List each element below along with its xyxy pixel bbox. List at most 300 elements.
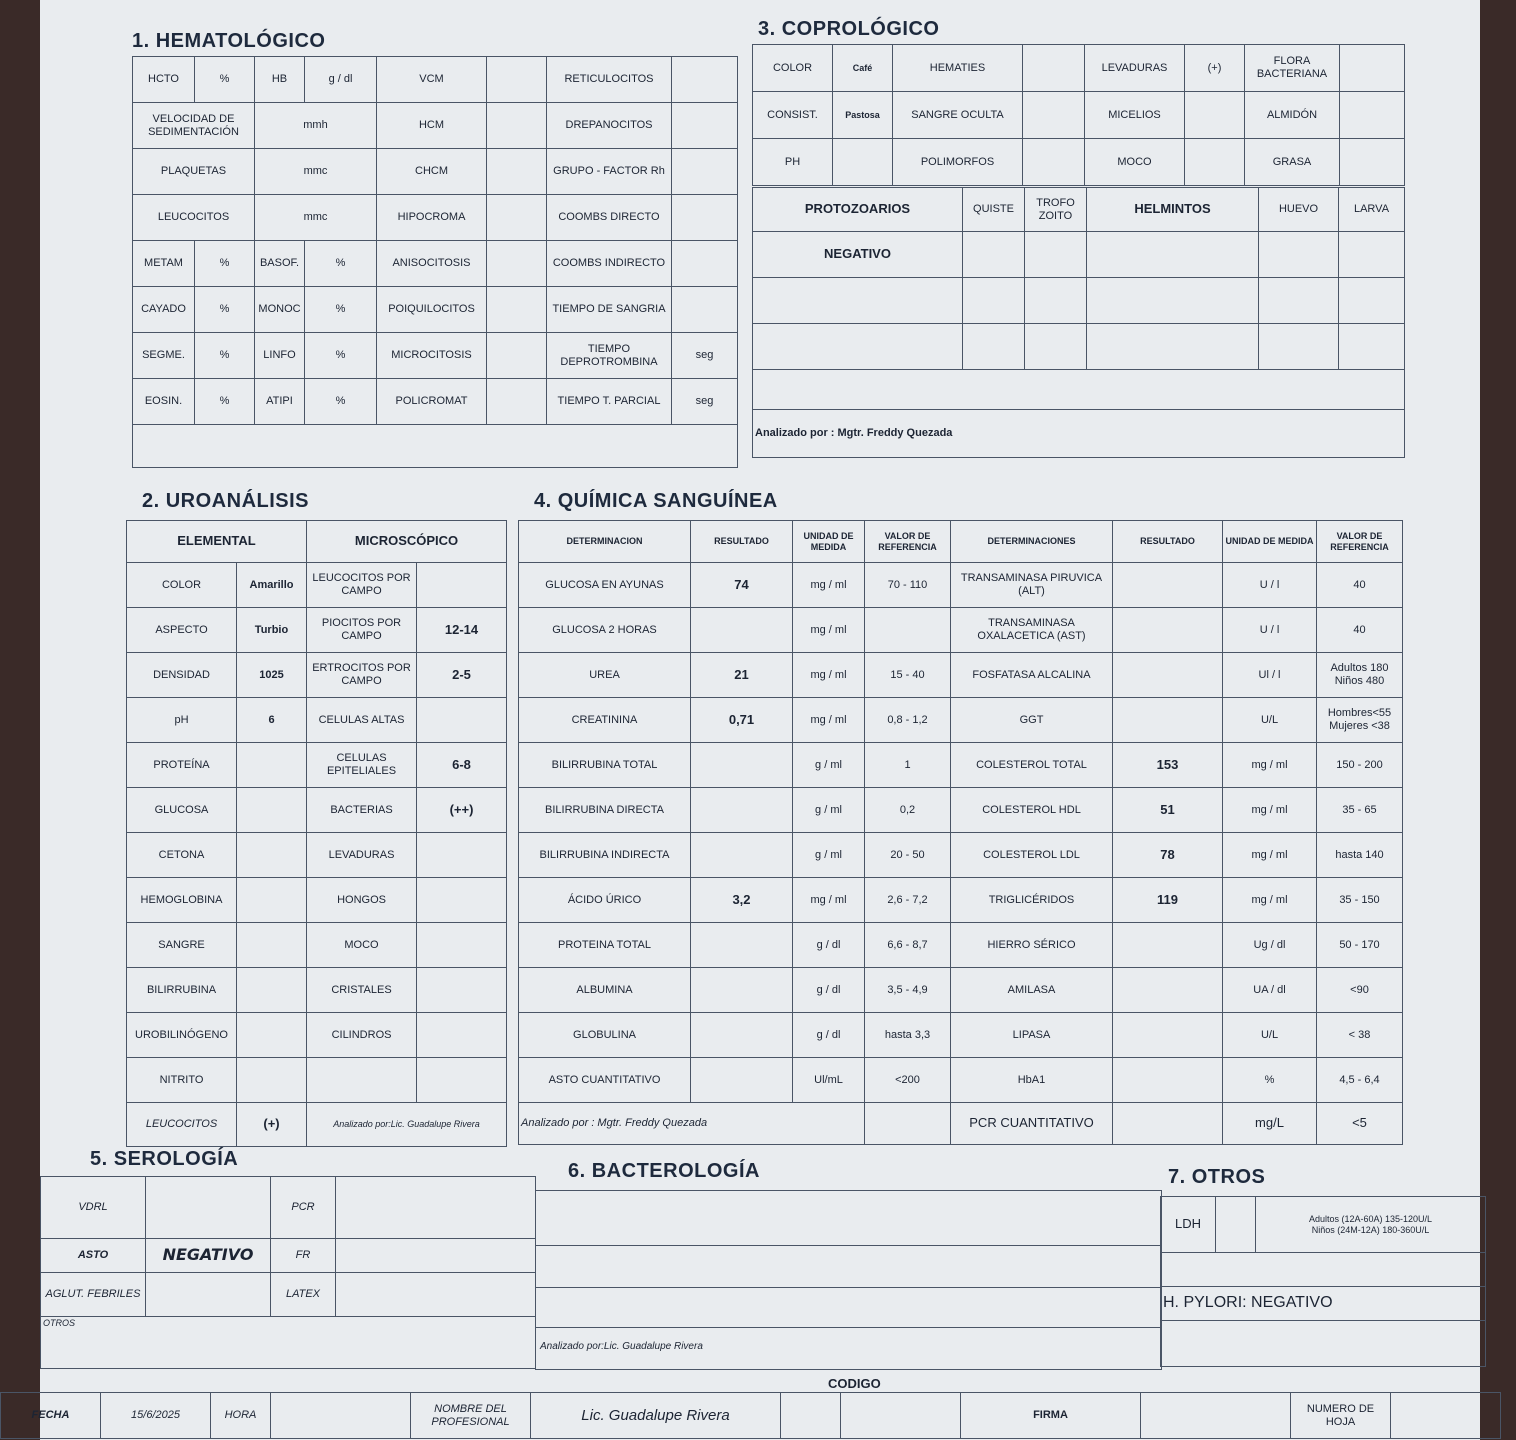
hema-label: RETICULOCITOS [547,57,672,103]
uro-row [127,878,507,923]
hema-value: seg [672,333,738,379]
pcr-ref: <5 [1317,1103,1403,1145]
copro-value [1185,92,1245,139]
quim-result [691,608,793,653]
hema-value [487,379,547,425]
quim-reference: 2,6 - 7,2 [865,878,951,923]
fecha-label: FECHA [1,1393,101,1439]
uro-elemental-label: GLUCOSA [127,788,237,833]
quim-reference [865,608,951,653]
hema-label: TIEMPO T. PARCIAL [547,379,672,425]
quim-determination: PROTEINA TOTAL [519,923,691,968]
ldh-ref-adults: Adultos (12A-60A) 135-120U/L [1308,1214,1433,1225]
quim-header: VALOR DE REFERENCIA [865,521,951,563]
uro-elemental-label: ASPECTO [127,608,237,653]
quim-reference: 35 - 150 [1317,878,1403,923]
quim-unit: g / ml [793,833,865,878]
copro-label: HEMATIES [893,45,1023,92]
pcr-unit: mg/L [1223,1103,1317,1145]
hema-label: MONOC [255,287,305,333]
uro-micro-value: (++) [417,788,507,833]
uro-elemental-value [237,833,307,878]
quim-unit: g / ml [793,743,865,788]
hema-label: BASOF. [255,241,305,287]
hema-label: HB [255,57,305,103]
quim-result [1113,923,1223,968]
quim-reference: 150 - 200 [1317,743,1403,788]
quim-result [691,1013,793,1058]
firma-label: FIRMA [961,1393,1141,1439]
quim-result: 21 [691,653,793,698]
quim-determination: BILIRRUBINA INDIRECTA [519,833,691,878]
copro-label: POLIMORFOS [893,139,1023,186]
latex-label: LATEX [271,1273,336,1317]
copro-value: Café [833,45,893,92]
copro-label: GRASA [1245,139,1340,186]
quim-result [691,743,793,788]
uro-elemental-label: pH [127,698,237,743]
quim-reference: 15 - 40 [865,653,951,698]
quim-result: 51 [1113,788,1223,833]
uro-elemental-value [237,923,307,968]
quim-unit: mg / ml [793,608,865,653]
hema-label: MICROCITOSIS [377,333,487,379]
uro-elemental-value: Turbio [237,608,307,653]
quim-unit: U / l [1223,608,1317,653]
uro-row [127,788,507,833]
quim-unit: mg / ml [793,698,865,743]
hema-row [133,103,738,149]
quim-determination: COLESTEROL HDL [951,788,1113,833]
quim-reference: < 38 [1317,1013,1403,1058]
quim-determination: HbA1 [951,1058,1113,1103]
quim-header: RESULTADO [1113,521,1223,563]
uro-elemental-label: UROBILINÓGENO [127,1013,237,1058]
hema-value: seg [672,379,738,425]
pcr-label: PCR CUANTITATIVO [951,1103,1113,1145]
quim-unit: U / l [1223,563,1317,608]
protozoarios-header: PROTOZOARIOS [753,188,963,232]
quim-result: 0,71 [691,698,793,743]
hema-empty-row [133,425,738,468]
copro-parasite-table [752,187,1405,458]
fecha-value: 15/6/2025 [101,1393,211,1439]
hema-value: % [305,379,377,425]
copro-value: Pastosa [833,92,893,139]
hema-value [672,103,738,149]
copro-label: MICELIOS [1085,92,1185,139]
hema-label: PLAQUETAS [133,149,255,195]
quim-reference: 40 [1317,563,1403,608]
quim-result: 153 [1113,743,1223,788]
hema-label: METAM [133,241,195,287]
quim-reference: 0,8 - 1,2 [865,698,951,743]
uro-elemental-value [237,968,307,1013]
uro-elemental-label: NITRITO [127,1058,237,1103]
copro-label: LEVADURAS [1085,45,1185,92]
uro-micro-value [417,878,507,923]
quim-row [519,788,1403,833]
vdrl-label: VDRL [41,1177,146,1239]
quim-result [1113,698,1223,743]
hema-value [487,57,547,103]
uro-micro-label: CELULAS ALTAS [307,698,417,743]
hema-table [132,56,738,468]
hpylori-result: H. PYLORI: NEGATIVO [1161,1287,1486,1321]
quim-result [1113,563,1223,608]
uro-row [127,1013,507,1058]
copro-value [1340,45,1405,92]
bact-box [535,1190,1162,1370]
hema-label: CAYADO [133,287,195,333]
quim-unit: Ul/mL [793,1058,865,1103]
quim-row [519,1058,1403,1103]
quim-result [691,788,793,833]
quim-determination: CREATININA [519,698,691,743]
quim-row [519,923,1403,968]
copro-table [752,44,1405,186]
quim-determination: TRANSAMINASA OXALACETICA (AST) [951,608,1113,653]
hema-label: DREPANOCITOS [547,103,672,149]
hora-label: HORA [211,1393,271,1439]
hema-label: ATIPI [255,379,305,425]
hema-row [133,195,738,241]
quim-unit: mg / ml [793,878,865,923]
hema-label: HIPOCROMA [377,195,487,241]
quim-unit: g / dl [793,923,865,968]
uro-elemental-label: COLOR [127,563,237,608]
asto-label: ASTO [41,1239,146,1273]
quim-title: 4. QUÍMICA SANGUÍNEA [534,490,778,512]
otros-table [1160,1196,1486,1367]
pcr-result [1113,1103,1223,1145]
uro-micro-label: PIOCITOS POR CAMPO [307,608,417,653]
quim-determination: BILIRRUBINA DIRECTA [519,788,691,833]
quim-determination: COLESTEROL LDL [951,833,1113,878]
uro-micro-value [417,1013,507,1058]
quim-row [519,563,1403,608]
quim-unit: U/L [1223,1013,1317,1058]
quim-unit: % [1223,1058,1317,1103]
quim-row [519,968,1403,1013]
hema-value [672,241,738,287]
copro-label: PH [753,139,833,186]
hema-row [133,57,738,103]
hema-value [487,149,547,195]
copro-label: ALMIDÓN [1245,92,1340,139]
quim-result [691,923,793,968]
quim-header: DETERMINACIONES [951,521,1113,563]
uro-elemental-value [237,788,307,833]
quim-result [691,1058,793,1103]
hema-unit: mmc [255,149,377,195]
quim-row [519,608,1403,653]
uro-analyzed: Analizado por:Lic. Guadalupe Rivera [307,1103,507,1147]
uro-micro-label: HONGOS [307,878,417,923]
hema-unit: mmc [255,195,377,241]
copro-value: (+) [1185,45,1245,92]
quim-header: VALOR DE REFERENCIA [1317,521,1403,563]
hema-row [133,379,738,425]
ldh-label: LDH [1161,1197,1216,1253]
hema-label: TIEMPO DEPROTROMBINA [547,333,672,379]
fr-label: FR [271,1239,336,1273]
quim-unit: mg / ml [1223,743,1317,788]
copro-value [1185,139,1245,186]
bact-title: 6. BACTEROLOGÍA [568,1160,760,1182]
hema-label: POIQUILOCITOS [377,287,487,333]
quim-determination: GGT [951,698,1113,743]
hema-label: EOSIN. [133,379,195,425]
copro-label: SANGRE OCULTA [893,92,1023,139]
copro-row [753,45,1405,92]
quim-analyzed: Analizado por : Mgtr. Freddy Quezada [519,1103,865,1145]
quim-table [518,520,1403,1145]
hema-row [133,149,738,195]
quim-reference: 35 - 65 [1317,788,1403,833]
uro-table [126,520,507,1147]
hema-value: % [195,287,255,333]
quim-row [519,1013,1403,1058]
quim-result [691,968,793,1013]
copro-row [753,92,1405,139]
copro-label: MOCO [1085,139,1185,186]
uro-row [127,563,507,608]
hema-value [487,103,547,149]
hema-label: POLICROMAT [377,379,487,425]
quim-unit: U/L [1223,698,1317,743]
quim-reference: <90 [1317,968,1403,1013]
hema-value [487,287,547,333]
uro-elemental-label: CETONA [127,833,237,878]
quim-unit: mg / ml [1223,878,1317,923]
quim-reference: 20 - 50 [865,833,951,878]
copro-analyzed: Analizado por : Mgtr. Freddy Quezada [753,410,1405,458]
uro-elemental-label: PROTEÍNA [127,743,237,788]
uro-elemental-value: 1025 [237,653,307,698]
hema-label: VELOCIDAD DE SEDIMENTACIÓN [133,103,255,149]
hema-title: 1. HEMATOLÓGICO [132,30,326,52]
quim-header: UNIDAD DE MEDIDA [793,521,865,563]
uro-micro-value [417,563,507,608]
hema-label: HCTO [133,57,195,103]
uro-micro-value: 2-5 [417,653,507,698]
uro-row [127,1058,507,1103]
hema-value [672,287,738,333]
quim-reference: 6,6 - 8,7 [865,923,951,968]
hema-label: GRUPO - FACTOR Rh [547,149,672,195]
uro-title: 2. UROANÁLISIS [142,490,310,512]
hema-value: % [305,241,377,287]
quim-reference: 70 - 110 [865,563,951,608]
uro-elemental-label: BILIRRUBINA [127,968,237,1013]
quim-reference: Hombres<55 Mujeres <38 [1317,698,1403,743]
elemental-header: ELEMENTAL [127,521,307,563]
hema-value [487,241,547,287]
quim-determination: AMILASA [951,968,1113,1013]
hema-value: % [195,333,255,379]
hema-value: g / dl [305,57,377,103]
quim-determination: ALBUMINA [519,968,691,1013]
quim-result: 119 [1113,878,1223,923]
copro-value [1023,92,1085,139]
hema-value [487,195,547,241]
quim-header: UNIDAD DE MEDIDA [1223,521,1317,563]
hema-value [672,195,738,241]
uro-elemental-label: DENSIDAD [127,653,237,698]
uro-row [127,833,507,878]
quim-row [519,743,1403,788]
asto-value: NEGATIVO [146,1239,271,1273]
quim-determination: TRANSAMINASA PIRUVICA (ALT) [951,563,1113,608]
quim-unit: g / ml [793,788,865,833]
uro-micro-label: LEUCOCITOS POR CAMPO [307,563,417,608]
uro-micro-label: BACTERIAS [307,788,417,833]
bact-analyzed: Analizado por:Lic. Guadalupe Rivera [540,1341,703,1352]
quim-unit: g / dl [793,968,865,1013]
hema-row [133,241,738,287]
hema-label: LEUCOCITOS [133,195,255,241]
quim-unit: UA / dl [1223,968,1317,1013]
quim-row [519,698,1403,743]
quim-determination: ASTO CUANTITATIVO [519,1058,691,1103]
aglut-label: AGLUT. FEBRILES [41,1273,146,1317]
quim-row [519,833,1403,878]
hema-value [672,57,738,103]
pcr-sero-label: PCR [271,1177,336,1239]
copro-label: FLORA BACTERIANA [1245,45,1340,92]
hema-value: % [305,287,377,333]
quim-unit: mg / ml [1223,833,1317,878]
otros-title: 7. OTROS [1168,1166,1266,1188]
quim-determination: GLUCOSA EN AYUNAS [519,563,691,608]
uro-micro-value [417,1058,507,1103]
quim-unit: mg / ml [1223,788,1317,833]
quim-unit: mg / ml [793,563,865,608]
hoja-label: NUMERO DE HOJA [1291,1393,1391,1439]
uro-micro-label [307,1058,417,1103]
hema-value: % [195,241,255,287]
quim-result [691,833,793,878]
lab-report-paper [31,0,1480,1440]
quim-unit: Ug / dl [1223,923,1317,968]
uro-elemental-label: SANGRE [127,923,237,968]
hema-value: % [305,333,377,379]
uro-micro-label: MOCO [307,923,417,968]
quim-header: RESULTADO [691,521,793,563]
quim-determination: HIERRO SÉRICO [951,923,1113,968]
quim-result: 3,2 [691,878,793,923]
uro-row [127,968,507,1013]
otros-sero-label: OTROS [41,1317,536,1369]
sero-title: 5. SEROLOGÍA [90,1148,239,1170]
quim-header: DETERMINACION [519,521,691,563]
uro-row [127,608,507,653]
uro-micro-value [417,968,507,1013]
quim-reference: 0,2 [865,788,951,833]
quim-result: 78 [1113,833,1223,878]
quim-reference: 3,5 - 4,9 [865,968,951,1013]
uro-micro-value [417,698,507,743]
uro-micro-label: CRISTALES [307,968,417,1013]
copro-label: COLOR [753,45,833,92]
hema-value [487,333,547,379]
uro-micro-value: 6-8 [417,743,507,788]
hema-unit: mmh [255,103,377,149]
uro-micro-label: LEVADURAS [307,833,417,878]
uro-row [127,923,507,968]
copro-value [1340,139,1405,186]
larva-header: LARVA [1339,188,1405,232]
hema-label: LINFO [255,333,305,379]
uro-elemental-value [237,878,307,923]
quim-determination: GLOBULINA [519,1013,691,1058]
uro-elemental-label: HEMOGLOBINA [127,878,237,923]
microscopico-header: MICROSCÓPICO [307,521,507,563]
quim-determination: TRIGLICÉRIDOS [951,878,1113,923]
quim-row [519,878,1403,923]
quim-result [1113,1058,1223,1103]
hema-row [133,287,738,333]
footer-table [0,1392,1501,1439]
copro-value [1023,45,1085,92]
hema-label: HCM [377,103,487,149]
quim-determination: UREA [519,653,691,698]
uro-micro-value [417,833,507,878]
uro-micro-value [417,923,507,968]
hema-value [672,149,738,195]
quim-reference: 4,5 - 6,4 [1317,1058,1403,1103]
quim-reference: 40 [1317,608,1403,653]
nombre-value: Lic. Guadalupe Rivera [531,1393,781,1439]
quim-determination: COLESTEROL TOTAL [951,743,1113,788]
hema-label: SEGME. [133,333,195,379]
uro-elemental-value [237,1013,307,1058]
copro-value [833,139,893,186]
helmintos-header: HELMINTOS [1087,188,1259,232]
uro-elemental-value [237,743,307,788]
hema-row [133,333,738,379]
copro-row [753,139,1405,186]
quim-determination: BILIRRUBINA TOTAL [519,743,691,788]
quim-result [1113,653,1223,698]
uro-elemental-value [237,1058,307,1103]
quiste-header: QUISTE [963,188,1025,232]
copro-value [1340,92,1405,139]
quim-row [519,653,1403,698]
uro-elemental-value: 6 [237,698,307,743]
sero-table [40,1176,536,1369]
uro-leucocitos-value: (+) [237,1103,307,1147]
uro-row [127,653,507,698]
quim-result: 74 [691,563,793,608]
quim-reference: 50 - 170 [1317,923,1403,968]
hema-label: CHCM [377,149,487,195]
codigo-label: CODIGO [828,1376,881,1391]
quim-determination: GLUCOSA 2 HORAS [519,608,691,653]
hema-label: COOMBS INDIRECTO [547,241,672,287]
hema-label: TIEMPO DE SANGRIA [547,287,672,333]
quim-unit: mg / ml [793,653,865,698]
hema-value: % [195,57,255,103]
uro-leucocitos-label: LEUCOCITOS [127,1103,237,1147]
uro-row [127,698,507,743]
quim-determination: ÁCIDO ÚRICO [519,878,691,923]
copro-title: 3. COPROLÓGICO [758,18,940,40]
huevo-header: HUEVO [1259,188,1339,232]
quim-determination: LIPASA [951,1013,1113,1058]
hema-label: ANISOCITOSIS [377,241,487,287]
